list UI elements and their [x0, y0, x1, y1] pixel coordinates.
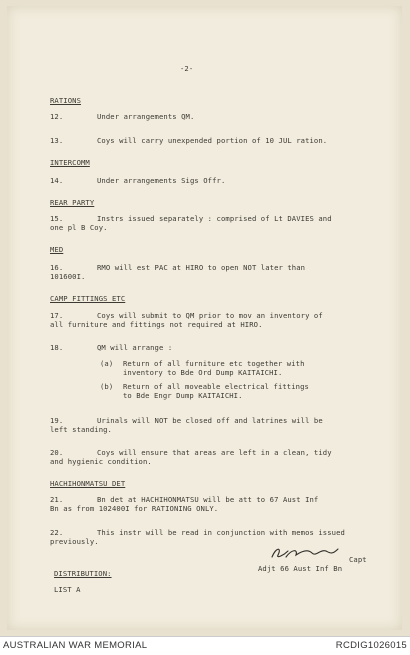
heading-hachihonmatsu: HACHIHONMATSU DET — [50, 479, 126, 488]
sub-item-text: to Bde Engr Dump KAITAICHI. — [123, 391, 243, 400]
para-text: previously. — [50, 537, 99, 546]
heading-med: MED — [50, 245, 64, 254]
signatory-rank: Capt — [349, 555, 367, 564]
para-number: 20. — [50, 448, 64, 457]
para-text: and hygienic condition. — [50, 457, 152, 466]
distribution-list: LIST A — [54, 585, 81, 594]
para-text: Bn det at HACHIHONMATSU will be att to 67 Aust Inf — [97, 495, 319, 504]
archive-name: AUSTRALIAN WAR MEMORIAL — [3, 640, 148, 651]
heading-camp-fittings: CAMP FITTINGS ETC — [50, 294, 126, 303]
sub-item-text: inventory to Bde Ord Dump KAITAICHI. — [123, 368, 283, 377]
para-number: 12. — [50, 112, 64, 121]
para-text: Under arrangements QM. — [97, 112, 195, 121]
para-text: left standing. — [50, 425, 112, 434]
handwritten-signature — [268, 543, 348, 563]
para-text: one pl B Coy. — [50, 223, 108, 232]
para-text: Bn as from 102400I for RATIONING ONLY. — [50, 504, 219, 513]
archive-footer — [0, 636, 410, 655]
para-text: This instr will be read in conjunction with memos issued — [97, 528, 345, 537]
para-number: 14. — [50, 176, 64, 185]
heading-rear-party: REAR PARTY — [50, 198, 95, 207]
archive-reference: RCDIG1026015 — [335, 640, 407, 651]
para-text: Coys will carry unexpended portion of 10 JUL ration. — [97, 136, 328, 145]
para-text: RMO will est PAC at HIRO to open NOT later than — [97, 263, 306, 272]
para-text: Coys will ensure that areas are left in a clean, tidy — [97, 448, 332, 457]
heading-intercomm: INTERCOMM — [50, 158, 90, 167]
para-number: 19. — [50, 416, 64, 425]
para-text: Instrs issued separately : comprised of Lt DAVIES and — [97, 214, 332, 223]
heading-rations: RATIONS — [50, 96, 81, 105]
signatory-appointment: Adjt 66 Aust Inf Bn — [258, 564, 343, 573]
sub-item-label: (b) — [100, 382, 114, 391]
para-text: Under arrangements Sigs Offr. — [97, 176, 226, 185]
para-text: Urinals will NOT be closed off and latrines will be — [97, 416, 323, 425]
sub-item-text: Return of all moveable electrical fittings — [123, 382, 309, 391]
para-text: QM will arrange : — [97, 343, 173, 352]
sub-item-text: Return of all furniture etc together with — [123, 359, 305, 368]
para-number: 21. — [50, 495, 64, 504]
para-text: 101600I. — [50, 272, 86, 281]
sub-item-label: (a) — [100, 359, 114, 368]
para-text: all furniture and fittings not required at HIRO. — [50, 320, 263, 329]
page-number: -2- — [180, 64, 194, 73]
para-number: 17. — [50, 311, 64, 320]
para-number: 22. — [50, 528, 64, 537]
para-number: 16. — [50, 263, 64, 272]
heading-distribution: DISTRIBUTION: — [54, 569, 112, 578]
para-number: 18. — [50, 343, 64, 352]
para-text: Coys will submit to QM prior to mov an inventory of — [97, 311, 323, 320]
para-number: 15. — [50, 214, 64, 223]
para-number: 13. — [50, 136, 64, 145]
